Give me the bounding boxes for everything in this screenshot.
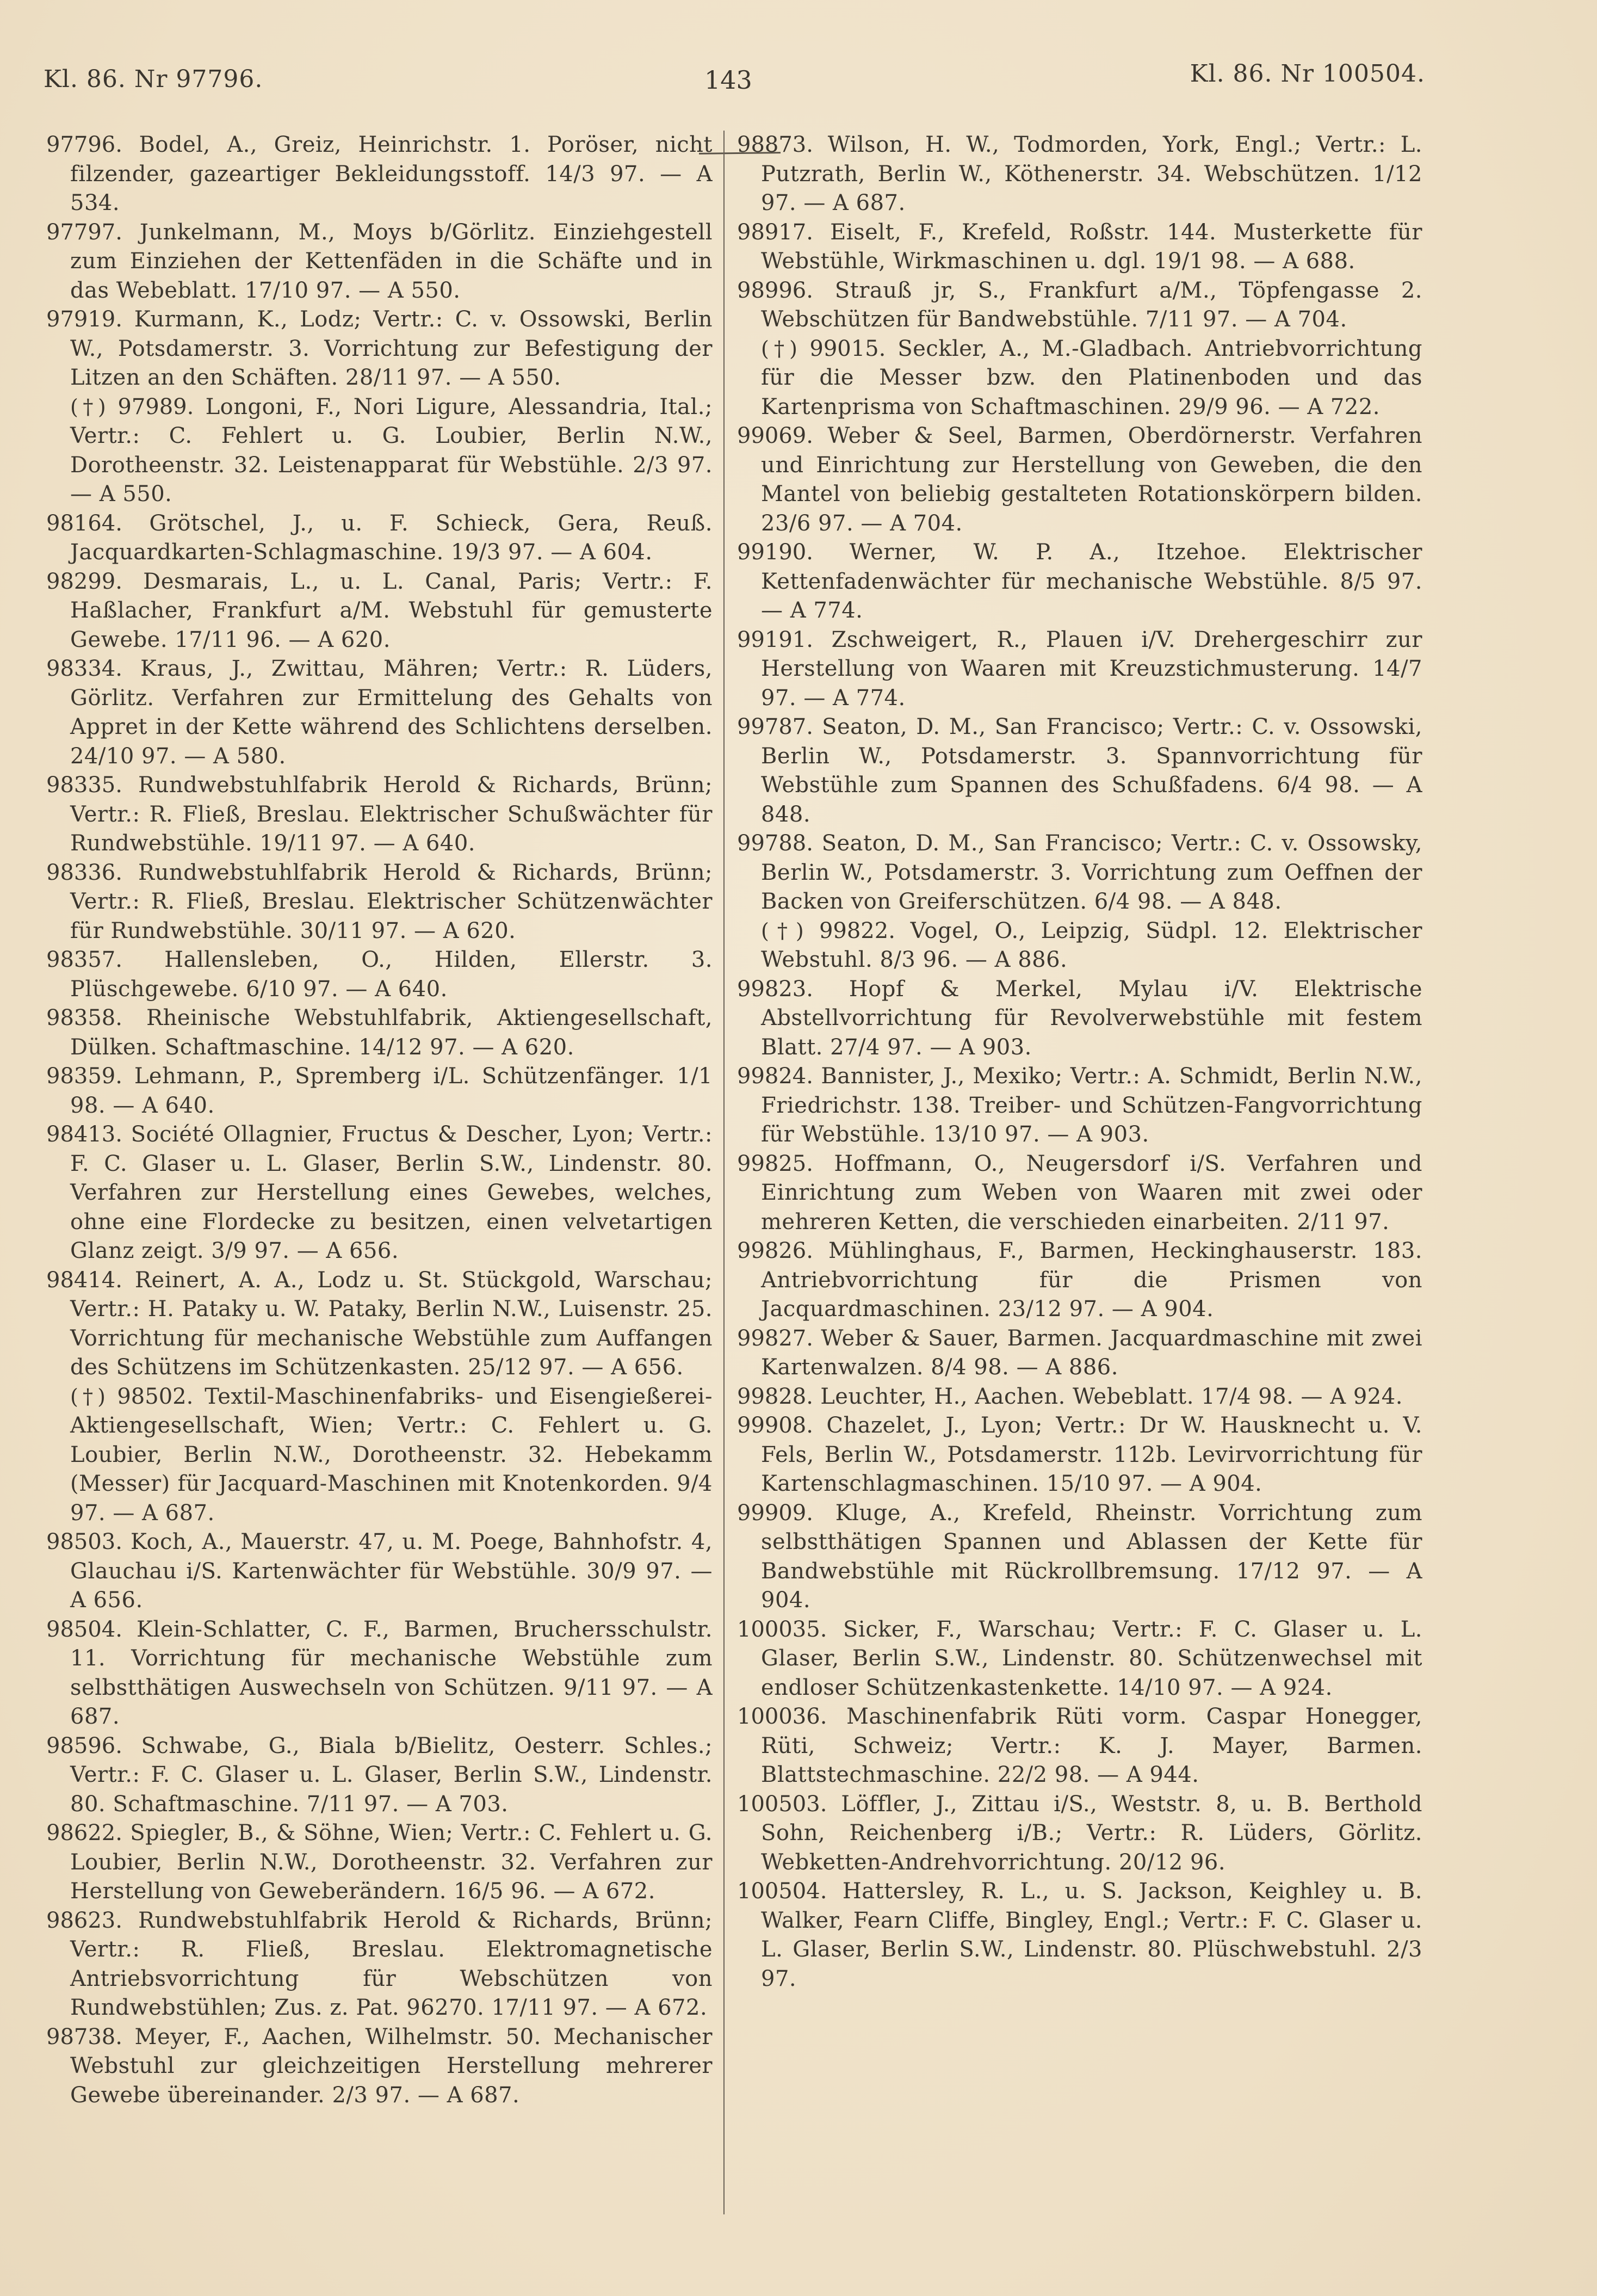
- patent-description: Hoffmann, O., Neugersdorf i/S. Verfahren und Einrichtung zum Weben von Waaren mit zwei oder mehreren Ketten, die verschieden einarbeiten. 2/11 97.: [761, 1151, 1422, 1235]
- patent-description: Seckler, A., M.-Gladbach. Antriebvorrichtung für die Messer bzw. den Platinenboden und das Kartenprisma von Schaftmaschinen. 29/9 96. — A 722.: [761, 336, 1423, 419]
- patent-entry: [737, 1790, 1422, 1878]
- patent-number: 98596.: [46, 1733, 122, 1758]
- patent-description: Maschinenfabrik Rüti vorm. Caspar Honegger, Rüti, Schweiz; Vertr.: K. J. Mayer, Barmen. Blattstechmaschine. 22/2 98. — A 944.: [761, 1704, 1422, 1787]
- patent-entry: [737, 626, 1422, 713]
- patent-description: Vogel, O., Leipzig, Südpl. 12. Elektrischer Webstuhl. 8/3 96. — A 886.: [761, 918, 1423, 972]
- page-number: 143: [704, 65, 752, 95]
- patent-description: Textil-Maschinenfabriks- und Eisengießerei-Aktiengesellschaft, Wien; Vertr.: C. Fehlert u. G. Loubier, Berlin N.W., Dorotheenstr. 32. Hebekamm (Messer) für Jacquard-Maschinen mit Knotenkorden. 9/4 97. — A 687.: [70, 1384, 713, 1526]
- patent-number: 99826.: [737, 1238, 813, 1263]
- patent-number: 98413.: [46, 1122, 122, 1147]
- patent-number: 98414.: [46, 1267, 122, 1293]
- patent-description: Strauß jr, S., Frankfurt a/M., Töpfengasse 2. Webschützen für Bandwebstühle. 7/11 97. — A 704.: [761, 277, 1422, 332]
- patent-description: Klein-Schlatter, C. F., Barmen, Bruchersschulstr. 11. Vorrichtung für mechanische Webstühle zum selbstthätigen Auswechseln von Schützen. 9/11 97. — A 687.: [70, 1616, 713, 1729]
- patent-description: Spiegler, B., & Söhne, Wien; Vertr.: C. Fehlert u. G. Loubier, Berlin N.W., Dorotheenstr. 32. Verfahren zur Herstellung von Geweberändern. 16/5 96. — A 672.: [70, 1820, 713, 1904]
- patent-description: Eiselt, F., Krefeld, Roßstr. 144. Musterkette für Webstühle, Wirkmaschinen u. dgl. 19/1 98. — A 688.: [761, 219, 1422, 274]
- patent-description: Wilson, H. W., Todmorden, York, Engl.; Vertr.: L. Putzrath, Berlin W., Köthenerstr. 34. Webschützen. 1/12 97. — A 687.: [761, 132, 1422, 215]
- patent-entry: [46, 1382, 713, 1528]
- patent-entry: [737, 1324, 1422, 1382]
- patent-number: 98359.: [46, 1064, 122, 1089]
- patent-description: Kraus, J., Zwittau, Mähren; Vertr.: R. Lüders, Görlitz. Verfahren zur Ermittelung des Gehalts von Appret in der Kette während des Schlichtens derselben. 24/10 97. — A 580.: [70, 656, 713, 769]
- patent-description: Koch, A., Mauerstr. 47, u. M. Poege, Bahnhofstr. 4, Glauchau i/S. Kartenwächter für Webstühle. 30/9 97. — A 656.: [70, 1529, 713, 1613]
- patent-entry: [737, 1615, 1422, 1703]
- patent-description: Rheinische Webstuhlfabrik, Aktiengesellschaft, Dülken. Schaftmaschine. 14/12 97. — A 620.: [70, 1005, 713, 1060]
- patent-description: Lehmann, P., Spremberg i/L. Schützenfänger. 1/1 98. — A 640.: [70, 1064, 713, 1118]
- patent-entry: [46, 1615, 713, 1732]
- header-class-range-end: Kl. 86. Nr 100504.: [1190, 60, 1425, 88]
- patent-entry: [737, 1411, 1422, 1499]
- patent-entry: [46, 1266, 713, 1382]
- patent-entry: [737, 131, 1422, 218]
- patent-number: 98873.: [737, 132, 813, 157]
- patent-entry: [46, 655, 713, 771]
- patent-description: Rundwebstuhlfabrik Herold & Richards, Brünn; Vertr.: R. Fließ, Breslau. Elektrischer Schußwächter für Rundwebstühle. 19/11 97. — A 640.: [70, 773, 713, 856]
- patent-entry: [737, 1382, 1422, 1412]
- patent-description: Seaton, D. M., San Francisco; Vertr.: C. v. Ossowski, Berlin W., Potsdamerstr. 3. Spannvorrichtung für Webstühle zum Spannen des Schußfadens. 6/4 98. — A 848.: [761, 714, 1423, 827]
- patent-number: 99827.: [737, 1325, 813, 1351]
- patent-entry: [737, 829, 1422, 917]
- patent-number: 97989.: [117, 394, 194, 419]
- patent-number: 98503.: [46, 1529, 122, 1554]
- patent-entry: [737, 975, 1422, 1063]
- patent-description: Longoni, F., Nori Ligure, Alessandria, Ital.; Vertr.: C. Fehlert u. G. Loubier, Berlin N.W., Dorotheenstr. 32. Leistenapparat für Webstühle. 2/3 97. — A 550.: [70, 394, 713, 507]
- patent-entry: [46, 1906, 713, 2023]
- patent-entry: [46, 567, 713, 655]
- patent-number: 100504.: [737, 1879, 827, 1904]
- patent-description: Rundwebstuhlfabrik Herold & Richards, Brünn; Vertr.: R. Fließ, Breslau. Elektrischer Schützenwächter für Rundwebstühle. 30/11 97. — A 620.: [70, 860, 713, 943]
- patent-number: 99828.: [737, 1384, 813, 1409]
- patent-description: Kluge, A., Krefeld, Rheinstr. Vorrichtung zum selbstthätigen Spannen und Ablassen der Kette für Bandwebstühle mit Rückrollbremsung. 17/12 97. — A 904.: [761, 1500, 1422, 1613]
- patent-number: 99825.: [737, 1151, 813, 1176]
- patent-entry: [46, 2023, 713, 2110]
- patent-description: Grötschel, J., u. F. Schieck, Gera, Reuß. Jacquardkarten-Schlagmaschine. 19/3 97. — A 604.: [70, 510, 713, 565]
- patent-number: 98917.: [737, 219, 813, 245]
- column-divider: [723, 131, 725, 2214]
- patent-description: Kurmann, K., Lodz; Vertr.: C. v. Ossowski, Berlin W., Potsdamerstr. 3. Vorrichtung zur Befestigung der Litzen an den Schäften. 28/11 97. — A 550.: [70, 307, 713, 390]
- patent-description: Hopf & Merkel, Mylau i/V. Elektrische Abstellvorrichtung für Revolverwebstühle mit festem Blatt. 27/4 97. — A 903.: [761, 976, 1423, 1060]
- patent-number: 98504.: [46, 1616, 122, 1642]
- patent-description: Schwabe, G., Biala b/Bielitz, Oesterr. Schles.; Vertr.: F. C. Glaser u. L. Glaser, Berlin S.W., Lindenstr. 80. Schaftmaschine. 7/11 97. — A 703.: [70, 1733, 713, 1817]
- patent-number: 97797.: [46, 219, 122, 245]
- patent-description: Löffler, J., Zittau i/S., Weststr. 8, u. B. Berthold Sohn, Reichenberg i/B.; Vertr.: R. Lüders, Görlitz. Webketten-Andrehvorrichtung. 20/12 96.: [761, 1791, 1423, 1875]
- patent-entry: [46, 1004, 713, 1062]
- patent-description: Junkelmann, M., Moys b/Görlitz. Einziehgestell zum Einziehen der Kettenfäden in die Schäfte und in das Webeblatt. 17/10 97. — A 550.: [70, 219, 713, 303]
- patent-number: 98334.: [46, 656, 122, 681]
- patent-entry: [737, 218, 1422, 276]
- deceased-marker-icon: (†): [761, 918, 804, 943]
- patent-number: 100503.: [737, 1791, 827, 1817]
- patent-entry: [46, 859, 713, 946]
- patent-description: Bannister, J., Mexiko; Vertr.: A. Schmidt, Berlin N.W., Friedrichstr. 138. Treiber- und Schützen-Fangvorrichtung für Webstühle. 13/10 97. — A 903.: [761, 1064, 1422, 1147]
- patent-number: 99823.: [737, 976, 813, 1002]
- patent-description: Weber & Sauer, Barmen. Jacquardmaschine mit zwei Kartenwalzen. 8/4 98. — A 886.: [761, 1325, 1422, 1380]
- patent-entry: [46, 1062, 713, 1120]
- patent-number: 99787.: [737, 714, 813, 739]
- patent-entry: [737, 335, 1422, 422]
- patent-entry: [46, 1120, 713, 1266]
- patent-entry: [737, 1702, 1422, 1790]
- patent-number: 98622.: [46, 1820, 122, 1846]
- left-column: [46, 131, 713, 2110]
- patent-number: 99190.: [737, 540, 813, 565]
- patent-entry: [737, 1062, 1422, 1150]
- patent-number: 98336.: [46, 860, 122, 885]
- patent-number: 97919.: [46, 307, 122, 332]
- patent-number: 98623.: [46, 1908, 122, 1933]
- patent-entry: [46, 509, 713, 567]
- patent-description: Hattersley, R. L., u. S. Jackson, Keighley u. B. Walker, Fearn Cliffe, Bingley, Engl.; Vertr.: F. C. Glaser u. L. Glaser, Berlin S.W., Lindenstr. 80. Plüschwebstuhl. 2/3 97.: [761, 1879, 1422, 1991]
- patent-number: 98357.: [46, 947, 122, 972]
- patent-description: Rundwebstuhlfabrik Herold & Richards, Brünn; Vertr.: R. Fließ, Breslau. Elektromagnetische Antriebsvorrichtung für Webschützen von Rundwebstühlen; Zus. z. Pat. 96270. 17/11 97. — A 672.: [70, 1908, 713, 2020]
- patent-description: Hallensleben, O., Hilden, Ellerstr. 3. Plüschgewebe. 6/10 97. — A 640.: [70, 947, 713, 1002]
- patent-entry: [46, 771, 713, 859]
- patent-description: Meyer, F., Aachen, Wilhelmstr. 50. Mechanischer Webstuhl zur gleichzeitigen Herstellung mehrerer Gewebe übereinander. 2/3 97. — A 687.: [70, 2024, 713, 2108]
- patent-entry: [46, 946, 713, 1004]
- deceased-marker-icon: (†): [761, 336, 798, 361]
- patent-entry: [46, 1732, 713, 1819]
- right-column: [737, 131, 1422, 1993]
- patent-number: 98996.: [737, 277, 813, 303]
- deceased-marker-icon: (†): [70, 1384, 106, 1409]
- patent-number: 98335.: [46, 773, 122, 798]
- patent-number: 98358.: [46, 1005, 122, 1030]
- patent-entry: [46, 393, 713, 509]
- patent-number: 100035.: [737, 1616, 827, 1642]
- patent-number: 99824.: [737, 1064, 813, 1089]
- patent-entry: [46, 305, 713, 393]
- patent-description: Chazelet, J., Lyon; Vertr.: Dr W. Hausknecht u. V. Fels, Berlin W., Potsdamerstr. 112b. Levirvorrichtung für Kartenschlagmaschinen. 15/10 97. — A 904.: [761, 1413, 1422, 1496]
- patent-number: 98299.: [46, 569, 122, 594]
- patent-entry: [737, 917, 1422, 975]
- patent-number: 97796.: [46, 132, 122, 157]
- patent-number: 99909.: [737, 1500, 813, 1526]
- patent-entry: [737, 1150, 1422, 1237]
- patent-description: Seaton, D. M., San Francisco; Vertr.: C. v. Ossowsky, Berlin W., Potsdamerstr. 3. Vorrichtung zum Oeffnen der Backen von Greiferschützen. 6/4 98. — A 848.: [761, 831, 1423, 914]
- patent-entry: [46, 131, 713, 218]
- patent-entry: [737, 1237, 1422, 1324]
- patent-description: Werner, W. P. A., Itzehoe. Elektrischer Kettenfadenwächter für mechanische Webstühle. 8/5 97. — A 774.: [761, 540, 1423, 623]
- patent-entry: [737, 422, 1422, 538]
- patent-number: 98502.: [117, 1384, 194, 1409]
- patent-entry: [737, 538, 1422, 626]
- patent-number: 99908.: [737, 1413, 813, 1438]
- patent-number: 99015.: [809, 336, 886, 361]
- patent-number: 99822.: [819, 918, 895, 943]
- patent-entry: [737, 1877, 1422, 1993]
- patent-number: 99788.: [737, 831, 813, 856]
- header-class-range-start: Kl. 86. Nr 97796.: [44, 65, 263, 93]
- patent-description: Sicker, F., Warschau; Vertr.: F. C. Glaser u. L. Glaser, Berlin S.W., Lindenstr. 80. Schützenwechsel mit endloser Schützenkastenkette. 14/10 97. — A 924.: [761, 1616, 1422, 1700]
- patent-description: Weber & Seel, Barmen, Oberdörnerstr. Verfahren und Einrichtung zur Herstellung von Geweben, die den Mantel von beliebig gestalteten Rotationskörpern bilden. 23/6 97. — A 704.: [761, 423, 1423, 536]
- patent-number: 98164.: [46, 510, 122, 536]
- patent-entry: [46, 218, 713, 306]
- patent-number: 99069.: [737, 423, 813, 448]
- patent-number: 100036.: [737, 1704, 827, 1729]
- patent-entry: [737, 713, 1422, 829]
- patent-entry: [46, 1819, 713, 1906]
- patent-description: Société Ollagnier, Fructus & Descher, Lyon; Vertr.: F. C. Glaser u. L. Glaser, Berlin S.W., Lindenstr. 80. Verfahren zur Herstellung eines Gewebes, welches, ohne eine Flordecke zu besitzen, einen velvetartigen Glanz zeigt. 3/9 97. — A 656.: [70, 1122, 713, 1263]
- patent-description: Bodel, A., Greiz, Heinrichstr. 1. Poröser, nicht filzender, gazeartiger Bekleidungsstoff. 14/3 97. — A 534.: [70, 132, 713, 215]
- patent-description: Desmarais, L., u. L. Canal, Paris; Vertr.: F. Haßlacher, Frankfurt a/M. Webstuhl für gemusterte Gewebe. 17/11 96. — A 620.: [70, 569, 713, 652]
- running-header: [44, 60, 1425, 109]
- patent-entry: [737, 276, 1422, 335]
- patent-description: Leuchter, H., Aachen. Webeblatt. 17/4 98. — A 924.: [820, 1384, 1403, 1409]
- patent-description: Reinert, A. A., Lodz u. St. Stückgold, Warschau; Vertr.: H. Pataky u. W. Pataky, Berlin N.W., Luisenstr. 25. Vorrichtung für mechanische Webstühle zum Auffangen des Schützens im Schützenkasten. 25/12 97. — A 656.: [70, 1267, 713, 1380]
- patent-entry: [46, 1528, 713, 1615]
- patent-number: 99191.: [737, 627, 813, 652]
- patent-description: Mühlinghaus, F., Barmen, Heckinghauserstr. 183. Antriebvorrichtung für die Prismen von Jacquardmaschinen. 23/12 97. — A 904.: [761, 1238, 1423, 1322]
- patent-number: 98738.: [46, 2024, 122, 2050]
- patent-entry: [737, 1499, 1422, 1615]
- deceased-marker-icon: (†): [70, 394, 107, 419]
- patent-description: Zschweigert, R., Plauen i/V. Drehergeschirr zur Herstellung von Waaren mit Kreuzstichmusterung. 14/7 97. — A 774.: [761, 627, 1422, 711]
